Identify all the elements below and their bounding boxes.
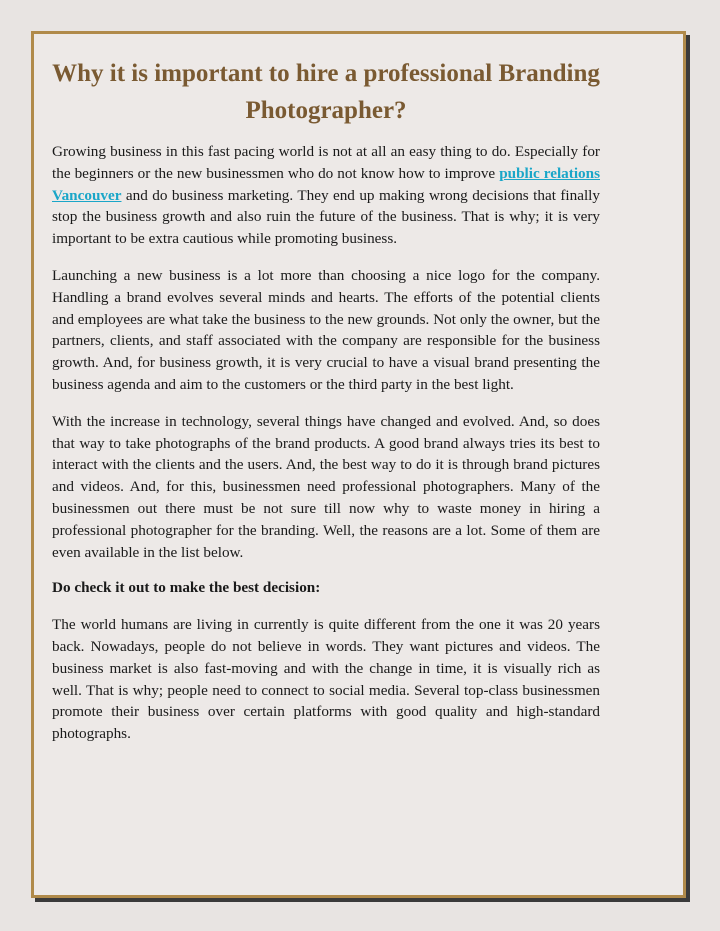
public-relations-link[interactable]: public relations Vancouver bbox=[52, 164, 600, 204]
page-title: Why it is important to hire a professional Branding Photographer? bbox=[52, 60, 600, 124]
document-content bbox=[52, 55, 600, 745]
paragraph-callout: Do check it out to make the best decision: bbox=[52, 579, 321, 597]
paragraph-intro bbox=[52, 141, 600, 250]
paragraph-intro-text-after: and do business marketing. They end up making wrong decisions that finally stop the business growth and also ruin the future of the business. That is why; it is very important to be extra cautious while promoting business. bbox=[52, 186, 600, 248]
paragraph-technology: With the increase in technology, several things have changed and evolved. And, so does that way to take photographs of the brand products. A good brand always tries its best to interact with the clients and the users. And, the best way to do it is through brand pictures and videos. And, for this, businessmen need professional photographers. Many of the businessmen out there must be not sure till now why to waste money in hiring a professional photographer for the branding. Well, the reasons are a lot. Some of them are even available in the list below. bbox=[52, 412, 600, 561]
paragraph-intro-text-before: Growing business in this fast pacing world is not at all an easy thing to do. Especially for the beginners or the new businessmen who do not know how to improve bbox=[52, 143, 600, 182]
paragraph-world: The world humans are living in currently is quite different from the one it was 20 years back. Nowadays, people do not believe in words. They want pictures and videos. The business market is also fast-moving and with the change in time, it is visually rich as well. That is why; people need to connect to social media. Several top-class businessmen promote their business over certain platforms with good quality and high-standard photographs. bbox=[52, 616, 600, 743]
paragraph-launching: Launching a new business is a lot more than choosing a nice logo for the company. Handling a brand evolves several minds and hearts. The efforts of the potential clients and employees are what take the business to the new grounds. Not only the owner, but the partners, clients, and staff associated with the company are responsible for the business growth. And, for business growth, it is very crucial to have a visual brand presenting the business agenda and aim to the customers or the third party in the best light. bbox=[52, 266, 600, 393]
